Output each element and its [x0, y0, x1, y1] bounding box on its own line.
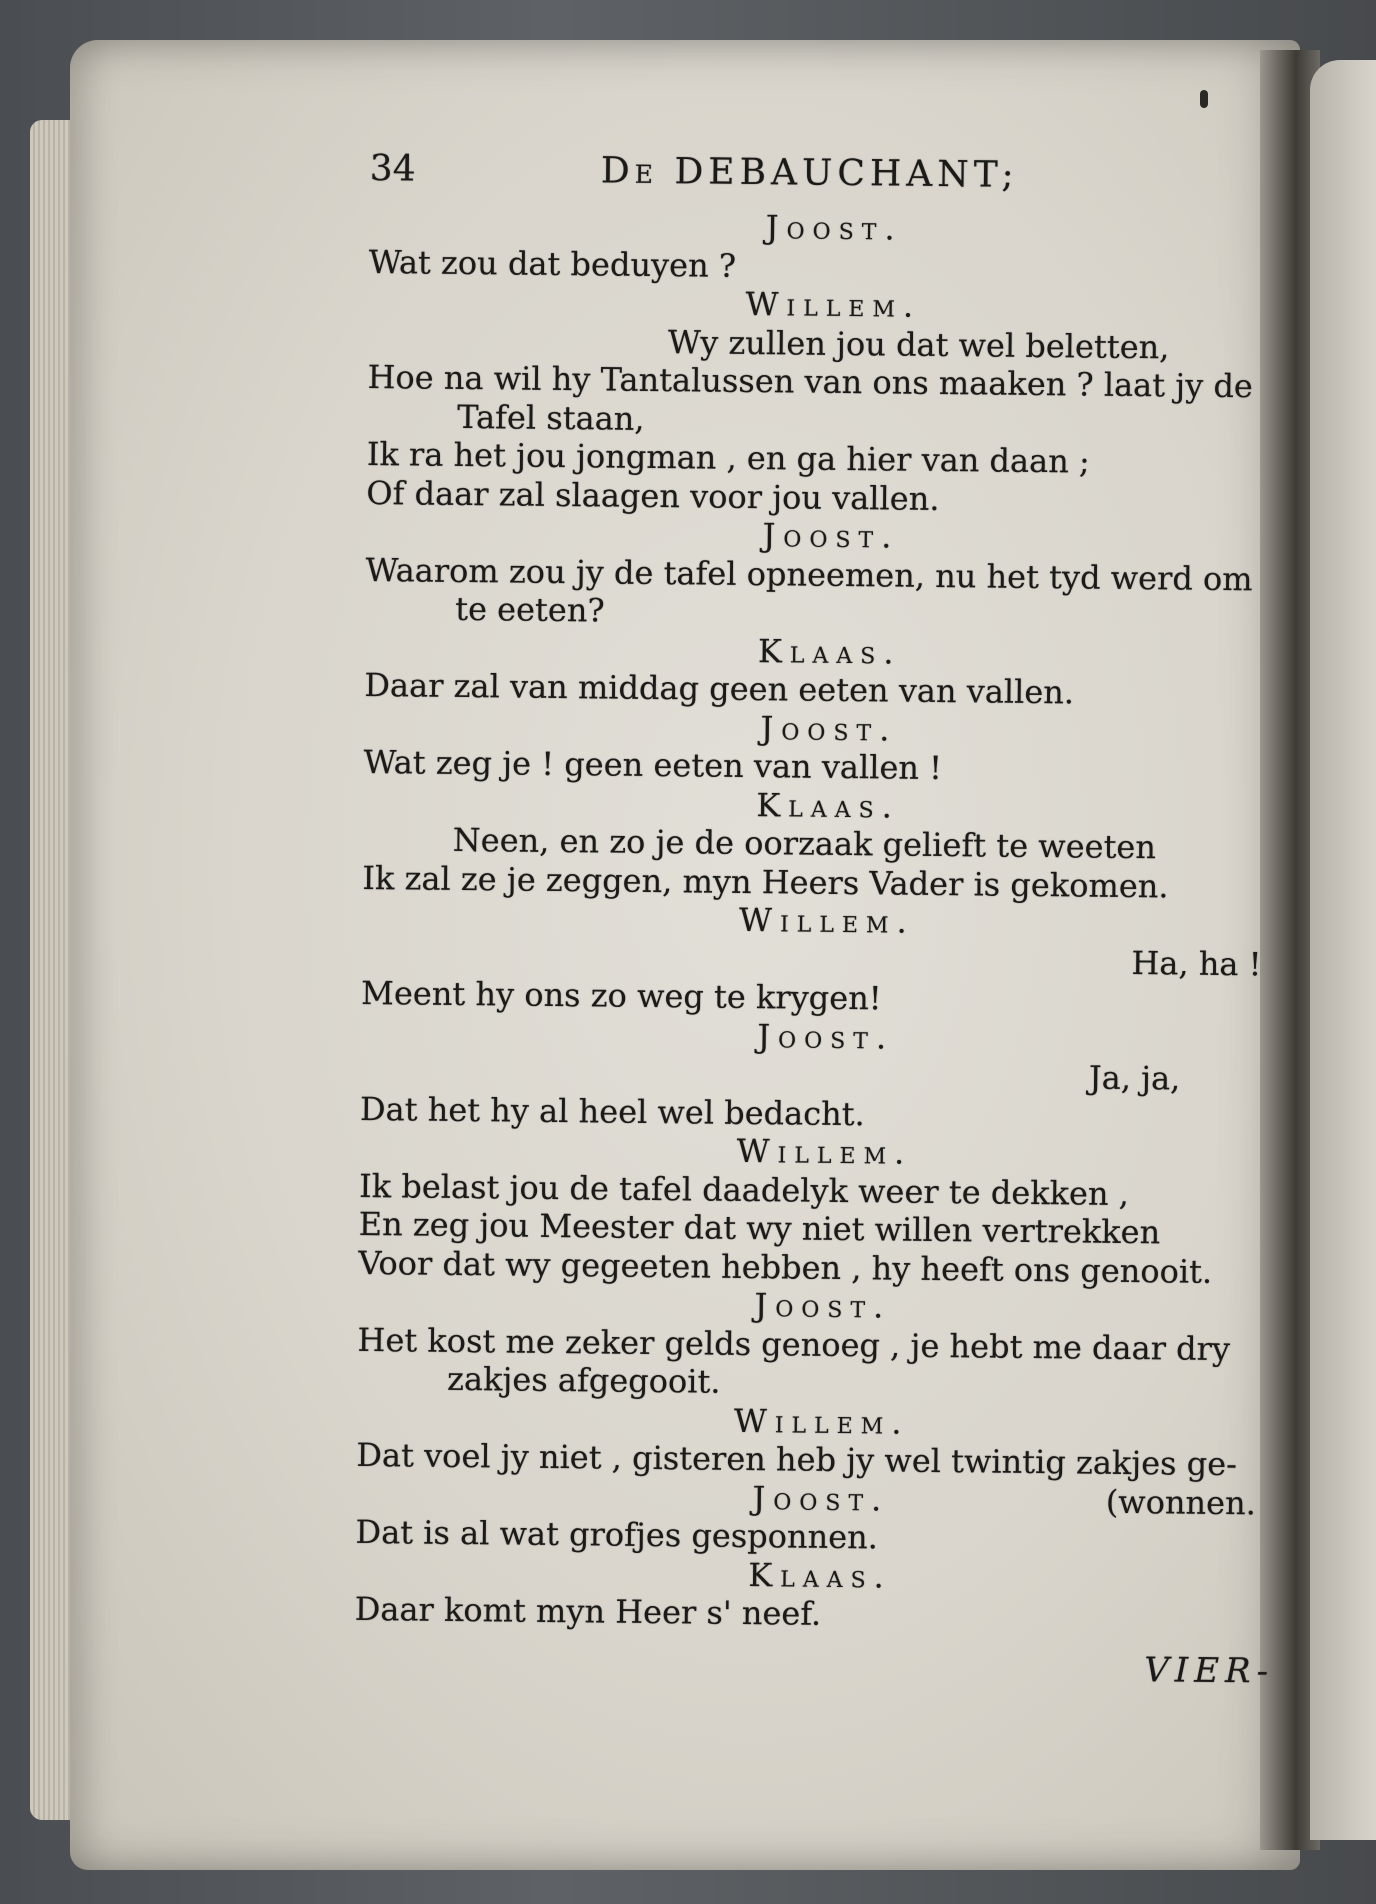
- speaker-name: Joost.: [754, 1286, 892, 1326]
- page-header: [369, 150, 1289, 212]
- verse-line: te eeten?: [455, 589, 605, 630]
- verse-line: Dat het hy al heel wel bedacht.: [359, 1089, 865, 1133]
- speaker-name: Willem.: [745, 284, 922, 325]
- page-text: [354, 150, 1290, 1691]
- verse-line: Ha, ha !: [1131, 943, 1262, 983]
- verse-continuation: (wonnen.: [1105, 1482, 1257, 1522]
- verse-line: Daar komt myn Heer s' neef.: [354, 1589, 822, 1633]
- verse-line: Wat zou dat beduyen ?: [368, 242, 737, 285]
- verse-line: Wy zullen jou dat wel beletten,: [667, 322, 1170, 366]
- facing-page: [1310, 60, 1376, 1840]
- ink-mark: [1200, 90, 1208, 108]
- verse-line: En zeg jou Meester dat wy niet willen vertrekken: [358, 1204, 1161, 1252]
- verse-line: Tafel staan,: [457, 397, 645, 438]
- verse-line: Dat is al wat grofjes gesponnen.: [355, 1512, 879, 1557]
- verse-line: Voor dat wy gegeeten hebben , hy heeft ons genooit.: [358, 1243, 1213, 1291]
- speaker-name: Joost.: [765, 208, 903, 248]
- speaker-name: Willem.: [733, 1401, 910, 1442]
- speaker-name: Klaas.: [756, 785, 901, 826]
- speaker-label: Joost.: [752, 1478, 890, 1519]
- speaker-name: Joost.: [760, 708, 898, 749]
- speaker-name: Joost.: [762, 516, 900, 556]
- verse-line: Ja, ja,: [1088, 1058, 1181, 1098]
- verse-line: Daar zal van middag geen eeten van vallen.: [364, 665, 1075, 712]
- running-head: De DEBAUCHANT;: [600, 150, 1019, 196]
- verse-line: Ik zal ze je zeggen, myn Heers Vader is gekomen.: [362, 858, 1169, 905]
- dialogue-lines: [355, 204, 1290, 1638]
- speaker-name: Willem.: [738, 900, 915, 941]
- verse-line: Het kost me zeker gelds genoeg , je hebt me daar dry: [357, 1320, 1231, 1368]
- speaker-name: Joost.: [757, 1016, 895, 1057]
- speaker-name: Klaas.: [757, 631, 902, 672]
- verse-line: Dat voel jy niet , gisteren heb jy wel twintig zakjes ge-: [356, 1435, 1238, 1484]
- speaker-name: Klaas.: [748, 1555, 893, 1596]
- verse-line: Meent hy ons zo weg te krygen!: [360, 973, 882, 1018]
- verse-line: Ik ra het jou jongman , en ga hier van daan ;: [366, 434, 1090, 481]
- verse-line: Neen, en zo je de oorzaak gelieft te weeten: [452, 820, 1157, 867]
- verse-line: zakjes afgegooit.: [446, 1359, 721, 1401]
- speaker-name: Willem.: [736, 1131, 913, 1172]
- catchword: VIER-: [1144, 1649, 1275, 1692]
- verse-line: Ik belast jou de tafel daadelyk weer te dekken ,: [358, 1166, 1130, 1213]
- verse-line: Waarom zou jy de tafel opneemen, nu het tyd werd om: [365, 550, 1253, 598]
- verse-line: Wat zeg je ! geen eeten van vallen !: [363, 742, 943, 788]
- verse-line: Of daar zal slaagen voor jou vallen.: [366, 473, 940, 518]
- page-number: 34: [369, 148, 416, 190]
- verse-line: Hoe na wil hy Tantalussen van ons maaken ? laat jy de: [367, 357, 1254, 406]
